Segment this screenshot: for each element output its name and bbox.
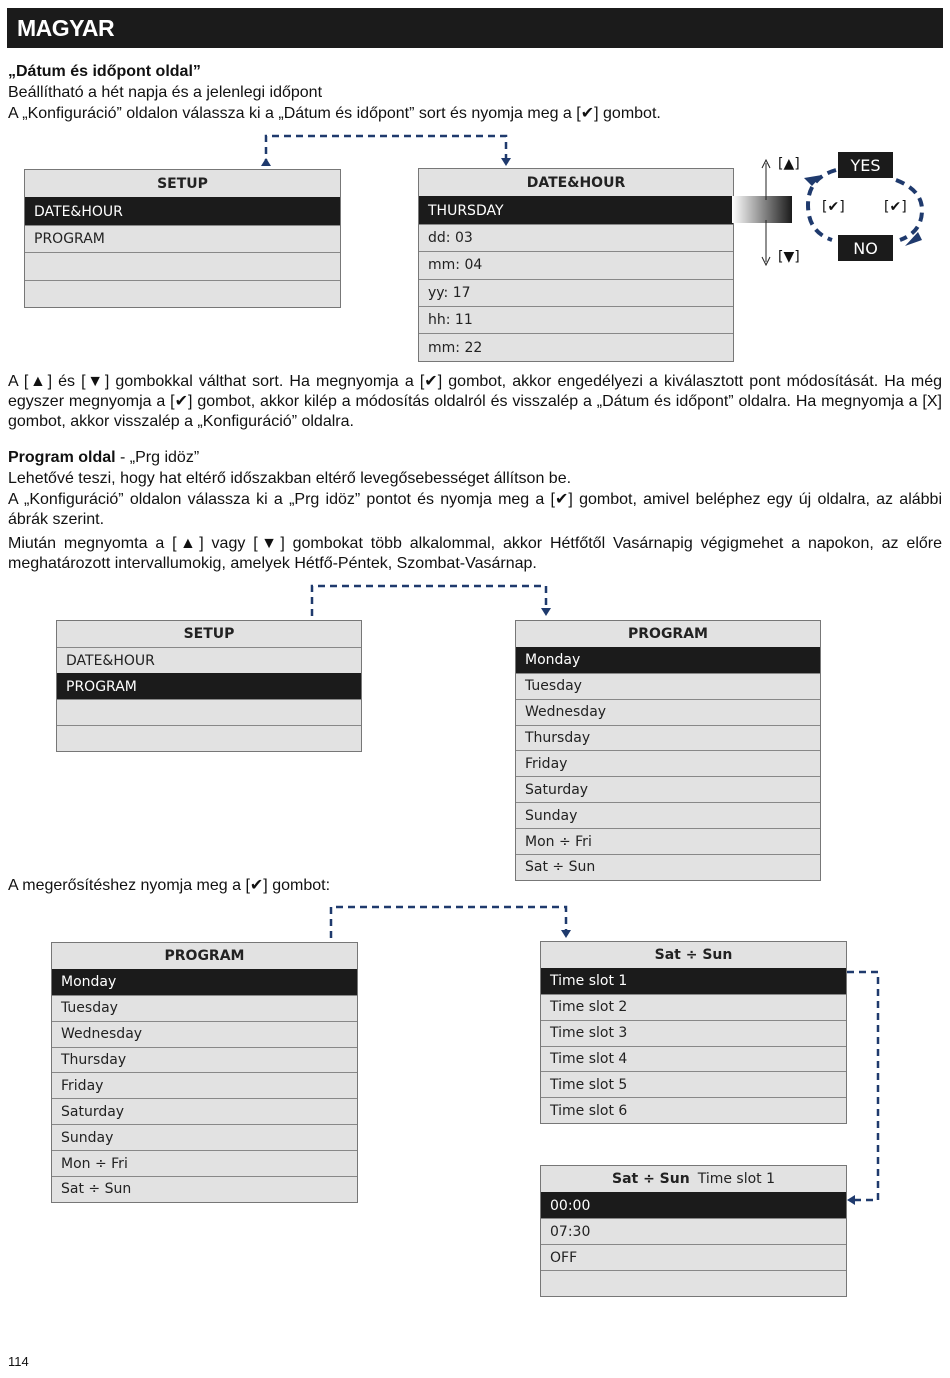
section-program-para2: Miután megnyomta a [▲] vagy [▼] gombokat több alkalommal, akkor Hétfőtől Vasárnapig végigmehet a napokon, az előre meghatározott intervallumokig, amelyek Hétfő-Péntek, Szombat-Vasárnap. bbox=[8, 535, 942, 572]
menu-row: Thursday bbox=[516, 725, 820, 751]
section-program-line1: Lehetővé teszi, hogy hat eltérő időszakban eltérő levegősebességet állítson be. bbox=[8, 470, 572, 487]
menu-row: Thursday bbox=[52, 1047, 357, 1073]
menu-row: 00:00 bbox=[541, 1192, 846, 1218]
menu-subtitle-text: Time slot 1 bbox=[697, 1171, 776, 1187]
menu-row: Sat ÷ Sun bbox=[516, 854, 820, 880]
menu-row: Saturday bbox=[52, 1098, 357, 1124]
menu-row: Monday bbox=[52, 969, 357, 995]
page-number: 114 bbox=[8, 1354, 29, 1369]
ok-left-label: [✔] bbox=[822, 199, 845, 215]
menu-row: Time slot 5 bbox=[541, 1071, 846, 1097]
section-date-line1: Beállítható a hét napja és a jelenlegi időpont bbox=[8, 84, 323, 101]
menu-row: dd: 03 bbox=[419, 224, 733, 251]
menu-row: Wednesday bbox=[52, 1021, 357, 1047]
section-date-paragraph: A [▲] és [▼] gombokkal válthat sort. Ha megnyomja a [✔] gombot, akkor engedélyezi a kiválasztott pont módosítását. Ha még egyszer megnyomja a [✔] gombot, akkor kilép a módosítás oldalról és visszalép a „Dátum és időpont” oldalra. Ha megnyomja a [X] gombot, akkor visszalép a „Konfiguráció” oldalra. bbox=[8, 373, 942, 430]
menu-row: PROGRAM bbox=[57, 673, 361, 699]
section-program-title-rest: - „Prg idöz” bbox=[115, 449, 200, 466]
arrowhead-1 bbox=[501, 158, 511, 166]
down-button-label: [▼] bbox=[778, 249, 800, 265]
section-confirm-line: A megerősítéshez nyomja meg a [✔] gombot: bbox=[8, 877, 331, 894]
menu-title-text: PROGRAM bbox=[628, 625, 708, 642]
menu-row: Mon ÷ Fri bbox=[52, 1150, 357, 1176]
section-program-title-bold: Program oldal bbox=[8, 449, 116, 466]
menu-row: Monday bbox=[516, 647, 820, 673]
menu-title-text: Sat ÷ Sun bbox=[654, 946, 733, 963]
selection-gradient-bar bbox=[732, 196, 792, 223]
menu-row: Saturday bbox=[516, 776, 820, 802]
up-button-label: [▲] bbox=[778, 156, 800, 172]
menu-row: Mon ÷ Fri bbox=[516, 828, 820, 854]
menu-row: mm: 04 bbox=[419, 251, 733, 278]
menu-row: Time slot 1 bbox=[541, 968, 846, 994]
menu-row: Time slot 6 bbox=[541, 1097, 846, 1123]
menu-row: THURSDAY bbox=[419, 196, 733, 223]
ok-right-label: [✔] bbox=[884, 199, 907, 215]
menu-row: Sunday bbox=[52, 1124, 357, 1150]
menu-row: PROGRAM bbox=[25, 225, 340, 252]
language-title: MAGYAR bbox=[17, 15, 115, 41]
section-date-line2: A „Konfiguráció” oldalon válassza ki a „Dátum és időpont” sort és nyomja meg a [✔] gombot. bbox=[8, 105, 661, 122]
menu-row: yy: 17 bbox=[419, 279, 733, 306]
menu-row: Tuesday bbox=[52, 995, 357, 1021]
no-button: NO bbox=[838, 235, 893, 261]
menu-title-text: DATE&HOUR bbox=[526, 174, 626, 191]
menu-row: DATE&HOUR bbox=[25, 197, 340, 224]
menu-row: Time slot 4 bbox=[541, 1046, 846, 1072]
menu-title-text: Sat ÷ Sun bbox=[611, 1171, 690, 1187]
menu-row: mm: 22 bbox=[419, 333, 733, 360]
menu-title-text: SETUP bbox=[183, 626, 235, 642]
menu-row: Friday bbox=[516, 750, 820, 776]
menu-row: OFF bbox=[541, 1244, 846, 1270]
menu-row: 07:30 bbox=[541, 1218, 846, 1244]
menu-row: Tuesday bbox=[516, 673, 820, 699]
menu-title-text: SETUP bbox=[157, 175, 208, 192]
menu-row: Time slot 3 bbox=[541, 1020, 846, 1046]
yes-button: YES bbox=[838, 152, 893, 178]
menu-row: Sat ÷ Sun bbox=[52, 1176, 357, 1202]
menu-title-text: PROGRAM bbox=[164, 947, 245, 964]
menu-row: Wednesday bbox=[516, 699, 820, 725]
connector-setup-to-datehour bbox=[266, 136, 506, 166]
section-date-title: „Dátum és időpont oldal” bbox=[8, 63, 201, 80]
menu-row: Friday bbox=[52, 1072, 357, 1098]
menu-row: hh: 11 bbox=[419, 306, 733, 333]
menu-row: DATE&HOUR bbox=[57, 647, 361, 673]
menu-row: Time slot 2 bbox=[541, 994, 846, 1020]
menu-row: Sunday bbox=[516, 802, 820, 828]
section-program-para1: A „Konfiguráció” oldalon válassza ki a „Prg idöz” pontot és nyomja meg a [✔] gombot, amivel beléphez egy új oldalra, az alábbi ábrák szerint. bbox=[8, 491, 942, 528]
